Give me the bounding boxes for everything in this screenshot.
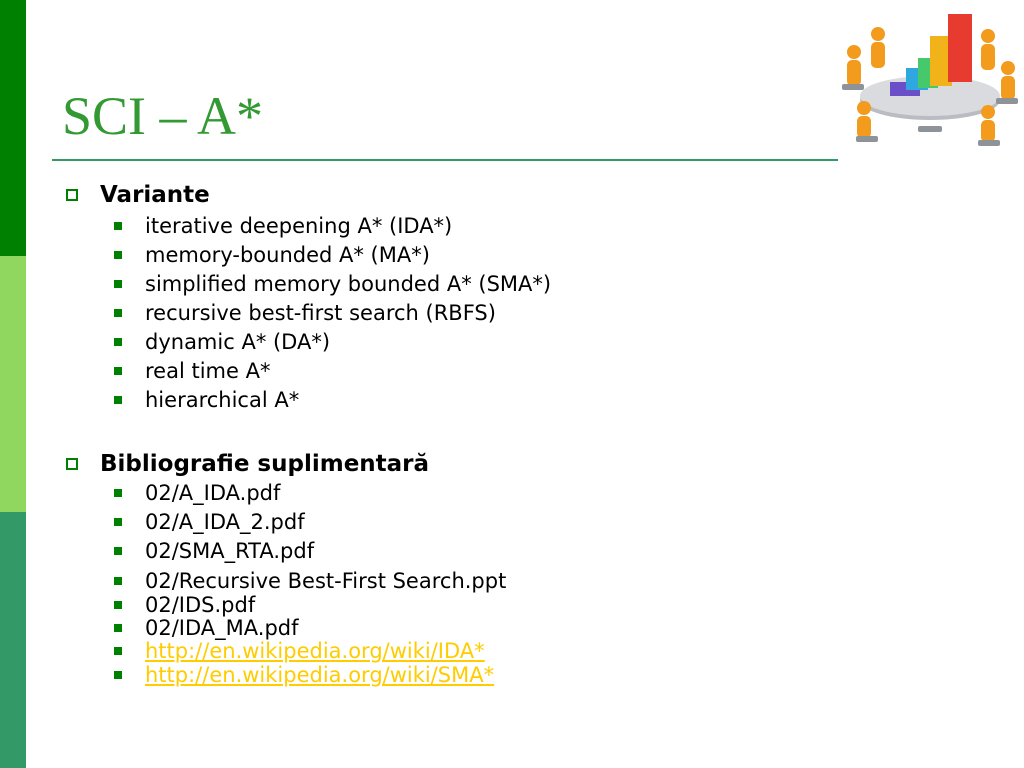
list-item-text: iterative deepening A* (IDA*) — [145, 214, 453, 238]
file-reference: 02/Recursive Best-First Search.ppt — [145, 569, 507, 593]
file-reference: 02/A_IDA.pdf — [145, 481, 281, 505]
square-bullet-icon — [114, 338, 122, 346]
file-reference: 02/IDS.pdf — [145, 593, 256, 617]
square-bullet-icon — [114, 280, 122, 288]
square-bullet-icon — [114, 396, 122, 404]
left-stripe-bottom — [0, 512, 26, 768]
wikipedia-link-ida[interactable]: http://en.wikipedia.org/wiki/IDA* — [145, 639, 485, 663]
square-bullet-icon — [114, 309, 122, 317]
square-bullet-icon — [114, 647, 122, 655]
wikipedia-link-sma[interactable]: http://en.wikipedia.org/wiki/SMA* — [145, 663, 495, 687]
hollow-square-bullet-icon — [66, 189, 78, 201]
square-bullet-icon — [114, 624, 122, 632]
square-bullet-icon — [114, 489, 122, 497]
meeting-bar-chart-illustration — [838, 8, 1024, 162]
section-heading: Variante — [100, 182, 210, 208]
left-stripe-middle — [0, 256, 26, 512]
file-reference: 02/A_IDA_2.pdf — [145, 510, 305, 534]
list-item-text: dynamic A* (DA*) — [145, 330, 331, 354]
square-bullet-icon — [114, 577, 122, 585]
square-bullet-icon — [114, 671, 122, 679]
list-item-text: real time A* — [145, 359, 271, 383]
slide-title: SCI – A* — [62, 86, 264, 146]
section-heading: Bibliografie suplimentară — [100, 451, 430, 477]
square-bullet-icon — [114, 547, 122, 555]
list-item-text: simplified memory bounded A* (SMA*) — [145, 272, 552, 296]
left-stripe-top — [0, 0, 26, 256]
list-item-text: memory-bounded A* (MA*) — [145, 243, 430, 267]
file-reference: 02/SMA_RTA.pdf — [145, 539, 315, 563]
list-item-text: hierarchical A* — [145, 388, 300, 412]
title-divider — [52, 159, 838, 161]
hollow-square-bullet-icon — [66, 458, 78, 470]
square-bullet-icon — [114, 601, 122, 609]
list-item-text: recursive best-first search (RBFS) — [145, 301, 496, 325]
file-reference: 02/IDA_MA.pdf — [145, 616, 299, 640]
square-bullet-icon — [114, 251, 122, 259]
square-bullet-icon — [114, 222, 122, 230]
square-bullet-icon — [114, 518, 122, 526]
square-bullet-icon — [114, 367, 122, 375]
